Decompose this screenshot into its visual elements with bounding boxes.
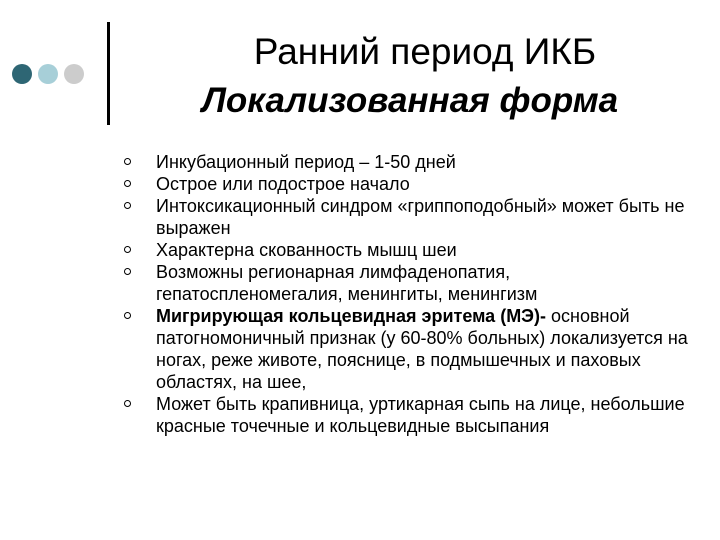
bullet-circle-icon <box>124 312 131 319</box>
slide-title: Ранний период ИКБ <box>253 31 597 72</box>
list-item <box>124 195 690 239</box>
bullet-circle-icon <box>124 202 131 209</box>
bullet-text: Инкубационный период – 1-50 дней <box>156 152 456 172</box>
list-item <box>124 261 690 305</box>
list-item <box>124 173 690 195</box>
bullet-circle-icon <box>124 268 131 275</box>
list-item <box>124 393 690 437</box>
slide-subtitle: Локализованная форма <box>201 81 619 120</box>
dot-icon-light <box>38 64 58 84</box>
bullet-circle-icon <box>124 180 131 187</box>
list-item <box>124 305 690 393</box>
bullet-text: Острое или подострое начало <box>156 174 410 194</box>
bullet-text: Характерна скованность мышц шеи <box>156 240 457 260</box>
list-item <box>124 239 690 261</box>
bullet-circle-icon <box>124 158 131 165</box>
bullet-circle-icon <box>124 246 131 253</box>
bullet-bold-text: Мигрирующая кольцевидная эритема (МЭ)- <box>156 306 546 326</box>
decorative-dots <box>12 64 84 84</box>
dot-icon-gray <box>64 64 84 84</box>
bullet-text: Возможны регионарная лимфаденопатия, гепатоспленомегалия, менингиты, менингизм <box>156 262 538 304</box>
bullet-list <box>124 151 690 437</box>
bullet-text: Может быть крапивница, уртикарная сыпь на лице, небольшие красные точечные и кольцевидные высыпания <box>156 394 685 436</box>
bullet-text: Интоксикационный синдром «гриппоподобный» может быть не выражен <box>156 196 685 238</box>
dot-icon-dark <box>12 64 32 84</box>
list-item <box>124 151 690 173</box>
bullet-text: основной патогномоничный признак (у 60-80% больных) локализуется на ногах, реже животе, пояснице, в подмышечных и паховых областях, на шее, <box>156 306 688 392</box>
bullet-circle-icon <box>124 400 131 407</box>
